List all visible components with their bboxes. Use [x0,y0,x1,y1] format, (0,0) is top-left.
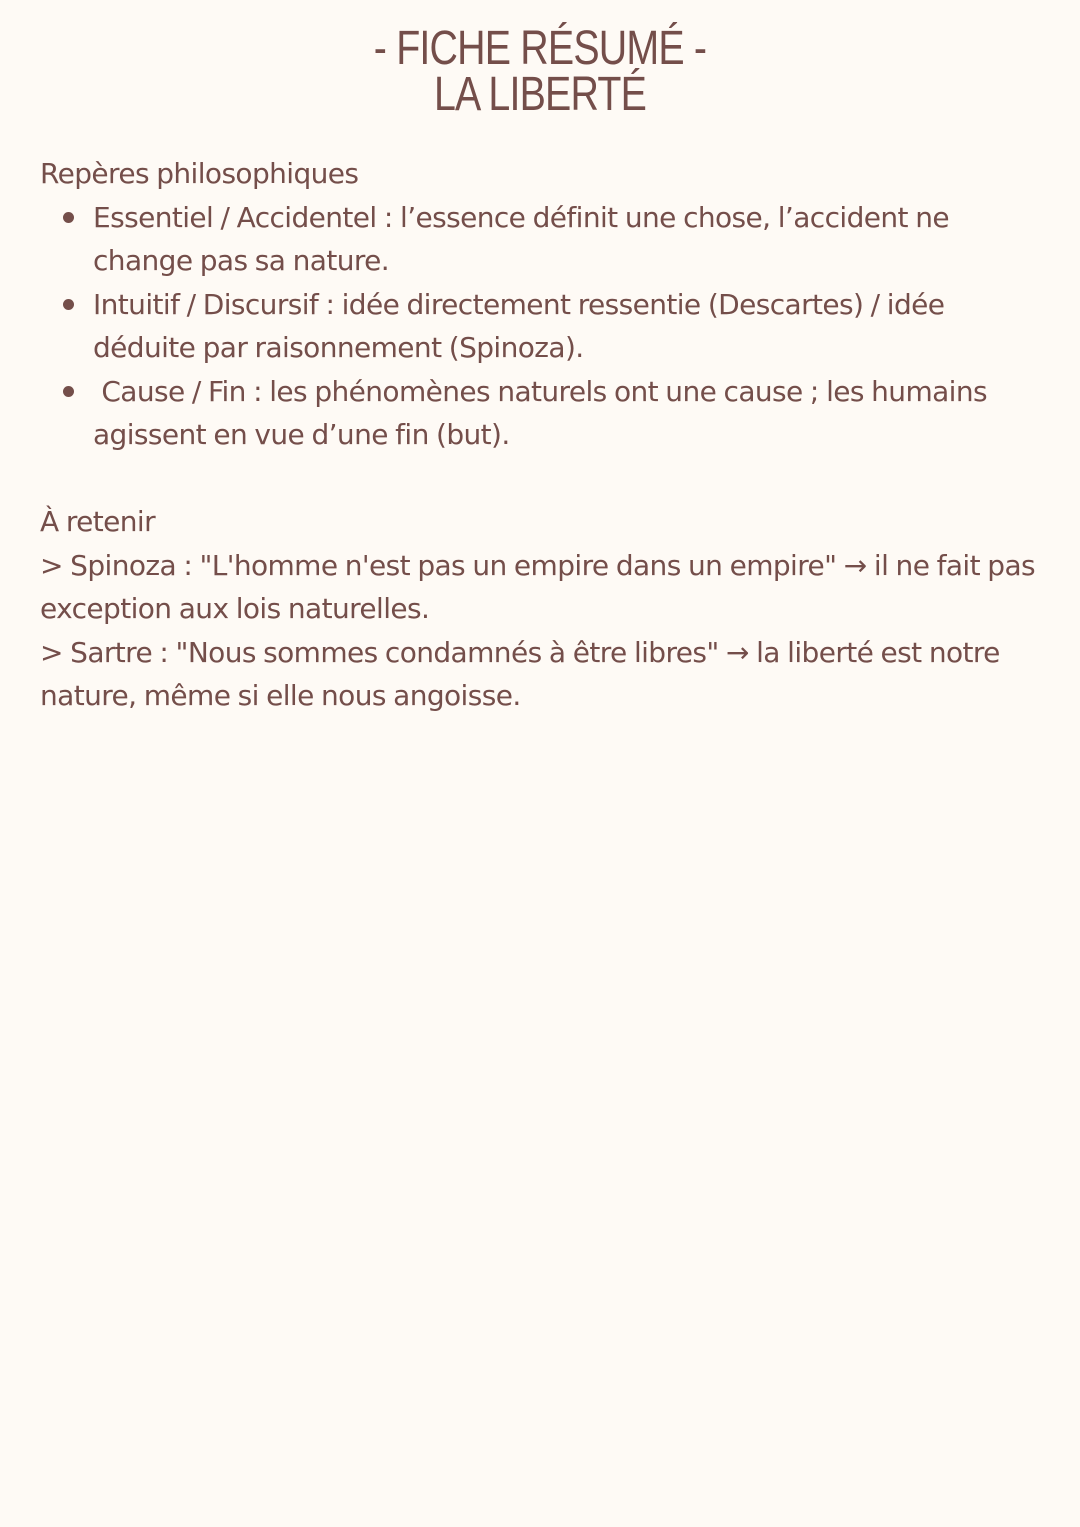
reperes-list [40,196,1070,457]
title-line-la-liberte: LA LIBERTÉ [433,68,647,121]
bullet-dot-icon [63,299,74,310]
page-title [0,22,1080,121]
list-item-text: Intuitif / Discursif : idée directement ressentie (Descartes) / idée déduite par raisonnement (Spinoza). [93,287,945,364]
quote-sartre: > Sartre : "Nous sommes condamnés à être libres" → la liberté est notre nature, même si elle nous angoisse. [40,635,1000,712]
quote-spinoza: > Spinoza : "L'homme n'est pas un empire dans un empire" → il ne fait pas exception aux lois naturelles. [40,548,1036,625]
a-retenir-section [40,500,1070,718]
a-retenir-heading: À retenir [40,505,156,538]
title-line-fiche-resume: - FICHE RÉSUMÉ - [373,22,707,75]
list-item-text: Cause / Fin : les phénomènes naturels ont une cause ; les humains agissent en vue d’une fin (but). [93,374,995,451]
reperes-heading: Repères philosophiques [40,157,359,190]
bullet-dot-icon [63,212,74,223]
section-spacer [40,457,1070,501]
list-item [40,196,1070,283]
list-item-text: Essentiel / Accidentel : l’essence définit une chose, l’accident ne change pas sa nature. [93,200,949,277]
bullet-dot-icon [63,386,74,397]
list-item [40,283,1070,370]
reperes-section [40,152,1070,457]
list-item [40,370,1070,457]
summary-content [40,152,1070,718]
